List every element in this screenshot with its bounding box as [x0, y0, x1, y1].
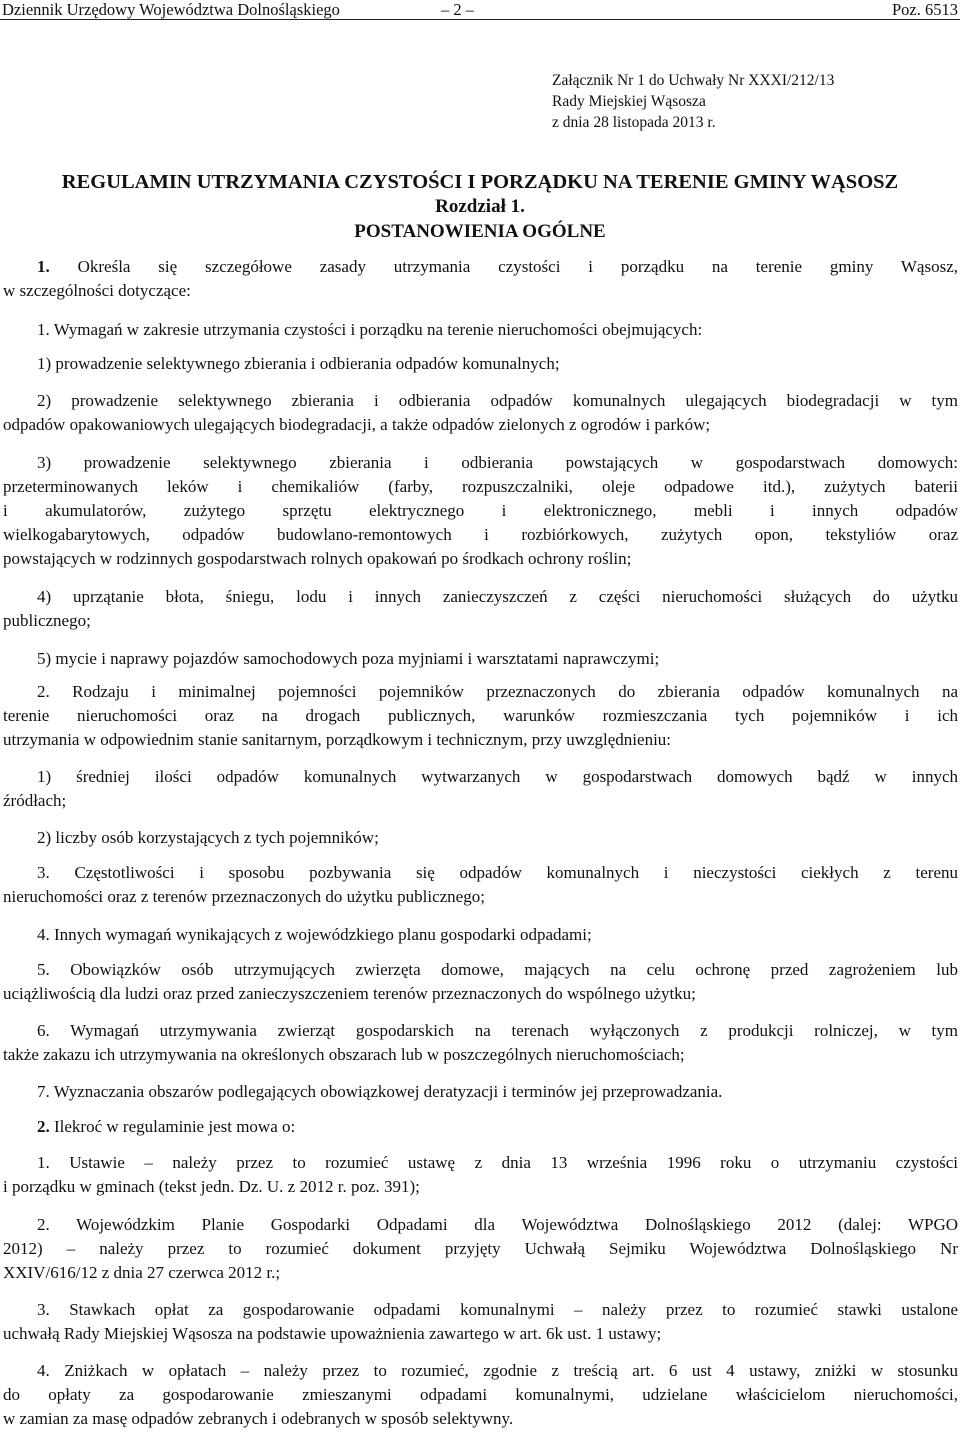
definition-1-line: i porządku w gminach (tekst jedn. Dz. U. z 2012 r. poz. 391); [3, 1177, 420, 1196]
definition-2-line: XXIV/616/12 z dnia 27 czerwca 2012 r.; [3, 1263, 281, 1282]
paragraph-1-item-line: przeterminowanych leków i chemikaliów (farby, rozpuszczalniki, oleje odpadowe itd.), zużytych baterii [3, 477, 958, 496]
paragraph-1-item [3, 451, 958, 571]
definition-2 [3, 1213, 958, 1285]
definition-3-line: uchwałą Rady Miejskiej Wąsosza na podstawie upoważnienia zawartego w art. 6k ust. 1 ustawy; [3, 1324, 662, 1343]
paragraph-1-item-line: 2) prowadzenie selektywnego zbierania i odbierania odpadów komunalnych ulegających biodegradacji w tym [37, 391, 958, 410]
section-1-intro-line [3, 255, 958, 279]
section-1-mark: 1. [37, 257, 50, 276]
paragraph-4 [3, 923, 958, 947]
paragraph-1-item-line: powstających w rodzinnych gospodarstwach rolnych opakowań po środkach ochrony roślin; [3, 549, 632, 568]
paragraph-6-line: także zakazu ich utrzymywania na określonych obszarach lub w poszczególnych nieruchomościach; [3, 1045, 685, 1064]
paragraph-1-item-line: 3) prowadzenie selektywnego zbierania i odbierania powstających w gospodarstwach domowych: [37, 453, 958, 472]
section-2-mark: 2. [37, 1117, 50, 1136]
paragraph-2-item [3, 765, 958, 813]
chapter-title: POSTANOWIENIA OGÓLNE [354, 221, 606, 242]
annex-line-3: z dnia 28 listopada 2013 r. [552, 114, 716, 131]
section-1-intro-line: w szczególności dotyczące: [3, 281, 191, 300]
paragraph-6-line: 6. Wymagań utrzymywania zwierząt gospodarskich na terenach wyłączonych z produkcji rolniczej, w tym [37, 1021, 958, 1040]
header-rule [0, 19, 960, 20]
paragraph-7-line: 7. Wyznaczania obszarów podlegających obowiązkowej deratyzacji i terminów jej przeprowadzania. [37, 1082, 723, 1101]
paragraph-5-line: uciążliwością dla ludzi oraz przed zanieczyszczeniem terenów przeznaczonych do wspólnego użytku; [3, 984, 696, 1003]
annex-line-2: Rady Miejskiej Wąsosza [552, 93, 706, 110]
section-1-intro-text: Określa się szczegółowe zasady utrzymania czystości i porządku na terenie gminy Wąsosz, [77, 257, 958, 276]
page-header [0, 0, 960, 22]
definition-4-line: w zamian za masę odpadów zebranych i odebranych w sposób selektywny. [3, 1409, 514, 1428]
section-2-intro-text: Ilekroć w regulaminie jest mowa o: [49, 1117, 296, 1136]
paragraph-1-item-line: 4) uprzątanie błota, śniegu, lodu i innych zanieczyszczeń z części nieruchomości służących do użytku [37, 587, 958, 606]
paragraph-1-item [3, 585, 958, 633]
paragraph-1-item-line: publicznego; [3, 611, 91, 630]
paragraph-3 [3, 861, 958, 909]
definition-3 [3, 1298, 958, 1346]
paragraph-1 [3, 318, 958, 342]
definition-4-line: 4. Zniżkach w opłatach – należy przez to rozumieć, zgodnie z treścią art. 6 ust 4 ustawy, zniżki w stosunku [37, 1361, 958, 1380]
section-1-intro [3, 255, 958, 303]
definition-4-line: do opłaty za gospodarowanie zmieszanymi odpadami komunalnymi, udzielane właścicielom nieruchomości, [3, 1385, 958, 1404]
page-number: – 2 – [441, 0, 474, 19]
paragraph-1-item [3, 389, 958, 437]
chapter-number: Rozdział 1. [435, 196, 525, 217]
paragraph-7 [3, 1080, 958, 1104]
paragraph-1-item-line: i akumulatorów, zużytego sprzętu elektrycznego i elektronicznego, mebli i innych odpadów [3, 501, 958, 520]
paragraph-2-item-line: źródłach; [3, 791, 67, 810]
definition-1-line: 1. Ustawie – należy przez to rozumieć ustawę z dnia 13 września 1996 roku o utrzymaniu czystości [37, 1153, 958, 1172]
paragraph-1-item-line: 5) mycie i naprawy pojazdów samochodowych poza myjniami i warsztatami naprawczymi; [37, 649, 660, 668]
paragraph-2-item [3, 826, 958, 850]
definition-4 [3, 1359, 958, 1431]
section-2-intro-line [3, 1115, 958, 1139]
paragraph-1-text: 1. Wymagań w zakresie utrzymania czystości i porządku na terenie nieruchomości obejmujących: [37, 320, 703, 339]
paragraph-1-item [3, 647, 958, 671]
annex-line-1: Załącznik Nr 1 do Uchwały Nr XXXI/212/13 [552, 72, 835, 89]
paragraph-5 [3, 958, 958, 1006]
paragraph-5-line: 5. Obowiązków osób utrzymujących zwierzęta domowe, mających na celu ochronę przed zagrożeniem lub [37, 960, 958, 979]
position-number: Poz. 6513 [892, 0, 958, 19]
paragraph-4-line: 4. Innych wymagań wynikających z wojewódzkiego planu gospodarki odpadami; [37, 925, 592, 944]
paragraph-3-line: 3. Częstotliwości i sposobu pozbywania się odpadów komunalnych i nieczystości ciekłych z terenu [37, 863, 958, 882]
definition-2-line: 2. Wojewódzkim Planie Gospodarki Odpadami dla Województwa Dolnośląskiego 2012 (dalej: WPGO [37, 1215, 958, 1234]
paragraph-3-line: nieruchomości oraz z terenów przeznaczonych do użytku publicznego; [3, 887, 485, 906]
annex-reference [552, 70, 834, 133]
paragraph-2-item-line: 1) średniej ilości odpadów komunalnych wytwarzanych w gospodarstwach domowych bądź w innych [37, 767, 958, 786]
paragraph-2 [3, 680, 958, 752]
paragraph-6 [3, 1019, 958, 1067]
paragraph-2-line: 2. Rodzaju i minimalnej pojemności pojemników przeznaczonych do zbierania odpadów komunalnych na [37, 682, 958, 701]
definition-3-line: 3. Stawkach opłat za gospodarowanie odpadami komunalnymi – należy przez to rozumieć stawki ustalone [37, 1300, 958, 1319]
paragraph-1-item-line: 1) prowadzenie selektywnego zbierania i odbierania odpadów komunalnych; [37, 354, 560, 373]
definition-1 [3, 1151, 958, 1199]
paragraph-1-item-line: odpadów opakowaniowych ulegających biodegradacji, a także odpadów zielonych z ogrodów i parków; [3, 415, 711, 434]
paragraph-2-item-line: 2) liczby osób korzystających z tych pojemników; [37, 828, 379, 847]
document-title: REGULAMIN UTRZYMANIA CZYSTOŚCI I PORZĄDKU NA TERENIE GMINY WĄSOSZ [61, 171, 899, 193]
paragraph-1-item [3, 352, 958, 376]
section-2-intro [3, 1115, 958, 1139]
paragraph-2-line: utrzymania w odpowiednim stanie sanitarnym, porządkowym i technicznym, przy uwzględnieniu: [3, 730, 672, 749]
paragraph-2-line: terenie nieruchomości oraz na drogach publicznych, warunków rozmieszczania tych pojemników i ich [3, 706, 958, 725]
definition-2-line: 2012) – należy przez to rozumieć dokument przyjęty Uchwałą Sejmiku Województwa Dolnośląskiego Nr [3, 1239, 958, 1258]
journal-title: Dziennik Urzędowy Województwa Dolnośląskiego [2, 0, 340, 19]
paragraph-1-item-line: wielkogabarytowych, odpadów budowlano-remontowych i rozbiórkowych, zużytych opon, tekstyliów oraz [3, 525, 958, 544]
